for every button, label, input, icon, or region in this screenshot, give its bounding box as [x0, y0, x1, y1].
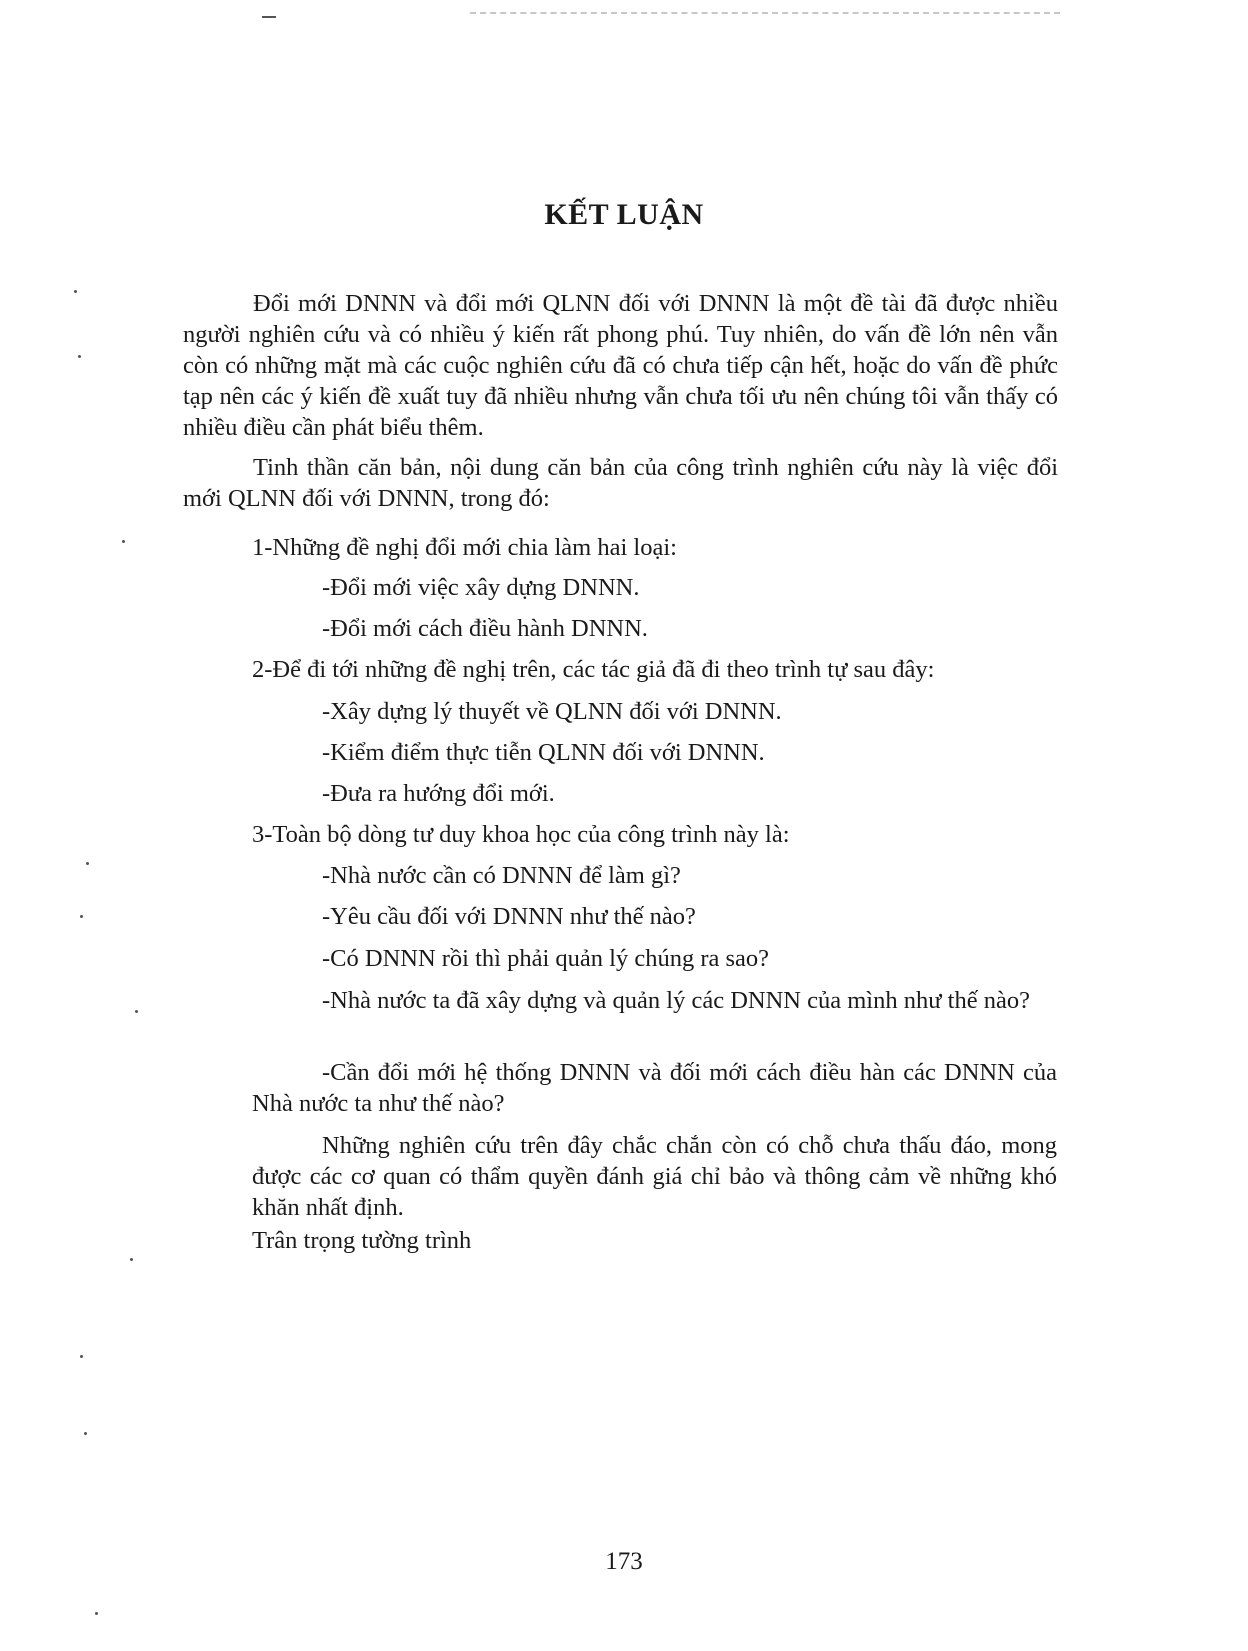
list-item: -Yêu cầu đối với DNNN như thế nào?: [322, 903, 696, 930]
list-item: -Có DNNN rồi thì phải quản lý chúng ra sao?: [322, 945, 770, 972]
scan-speck: [130, 1258, 133, 1261]
scan-speck: [78, 355, 81, 358]
scan-speck: [80, 915, 83, 918]
list-item: -Cần đổi mới hệ thống DNNN và đối mới cách điều hàn các DNNN của Nhà nước ta như thế nào?: [252, 1059, 1057, 1117]
section-heading-3: 3-Toàn bộ dòng tư duy khoa học của công trình này là:: [252, 821, 790, 848]
scan-speck: [86, 862, 89, 865]
section-heading-2: 2-Để đi tới những đề nghị trên, các tác giả đã đi theo trình tự sau đây:: [252, 656, 935, 683]
scan-speck: [84, 1432, 87, 1435]
page-title: KẾT LUẬN: [544, 198, 704, 231]
scan-artifact-top-line: [470, 12, 1060, 14]
closing-paragraph: Những nghiên cứu trên đây chắc chắn còn có chỗ chưa thấu đáo, mong được các cơ quan có thẩm quyền đánh giá chỉ bảo và thông cảm về những khó khăn nhất định.: [252, 1132, 1057, 1221]
scan-speck: [122, 540, 125, 543]
scan-speck: [135, 1010, 138, 1013]
scan-speck: [80, 1355, 83, 1358]
scan-artifact-dash: [262, 16, 276, 18]
signoff: Trân trọng tường trình: [252, 1227, 472, 1254]
list-item: -Đổi mới việc xây dựng DNNN.: [322, 574, 640, 601]
page-number: 173: [605, 1548, 643, 1575]
scan-speck: [74, 290, 77, 293]
list-item: -Đổi mới cách điều hành DNNN.: [322, 615, 648, 642]
paragraph-intro: Đổi mới DNNN và đổi mới QLNN đối với DNNN là một đề tài đã được nhiều người nghiên cứu và có nhiều ý kiến rất phong phú. Tuy nhiên, do vấn đề lớn nên vẫn còn có những mặt mà các cuộc nghiên cứu đã có chưa tiếp cận hết, hoặc do vấn đề phức tạp nên các ý kiến đề xuất tuy đã nhiều nhưng vẫn chưa tối ưu nên chúng tôi vẫn thấy có nhiều điều cần phát biểu thêm.: [183, 290, 1058, 441]
list-item: -Kiểm điểm thực tiễn QLNN đối với DNNN.: [322, 739, 765, 766]
scan-speck: [95, 1612, 98, 1615]
list-item: -Nhà nước ta đã xây dựng và quản lý các DNNN của mình như thế nào?: [322, 987, 1030, 1014]
paragraph-summary: Tinh thần căn bản, nội dung căn bản của công trình nghiên cứu này là việc đổi mới QLNN đối với DNNN, trong đó:: [183, 454, 1058, 512]
list-item: -Đưa ra hướng đổi mới.: [322, 780, 555, 807]
list-item: -Nhà nước cần có DNNN để làm gì?: [322, 862, 681, 889]
section-heading-1: 1-Những đề nghị đổi mới chia làm hai loại:: [252, 534, 677, 561]
list-item: -Xây dựng lý thuyết về QLNN đối với DNNN.: [322, 698, 782, 725]
